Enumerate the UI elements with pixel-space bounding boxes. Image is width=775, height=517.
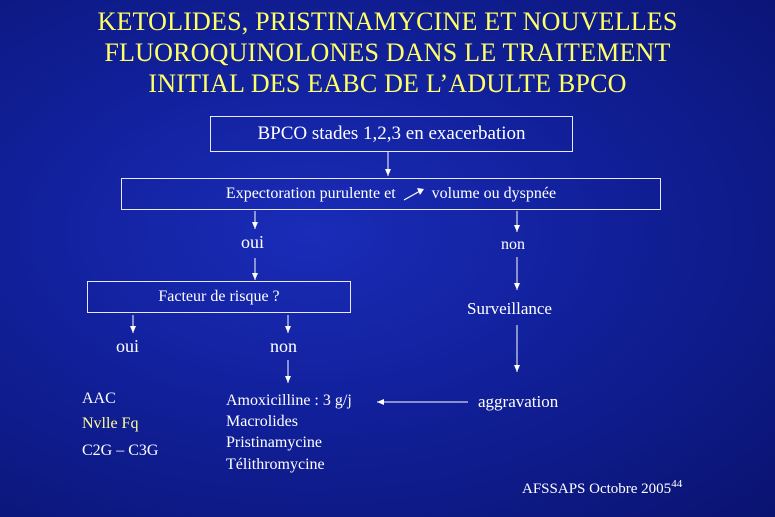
box-facteur-de-risque-label: Facteur de risque ? <box>158 288 280 305</box>
left-list-item-aac: AAC <box>82 390 116 407</box>
title-line-3: INITIAL DES EABC DE L’ADULTE BPCO <box>148 69 627 98</box>
box-expectoration <box>121 178 661 210</box>
label-surveillance: Surveillance <box>467 299 552 318</box>
box-facteur-de-risque <box>87 281 351 313</box>
center-list-item-macrolides: Macrolides <box>226 413 298 430</box>
left-list-item-nvlle-fq: Nvlle Fq <box>82 415 139 432</box>
footer-source <box>522 478 682 498</box>
left-list-item-c2g-c3g: C2G – C3G <box>82 442 159 459</box>
increase-arrow-icon <box>400 185 428 203</box>
box-bpco-stades <box>210 116 573 152</box>
center-list-item-amoxicilline: Amoxicilline : 3 g/j <box>226 392 352 409</box>
box-expectoration-label-start: Expectoration purulente et <box>225 185 396 202</box>
box-bpco-stades-label: BPCO stades 1,2,3 en exacerbation <box>257 123 526 144</box>
footer-source-text: AFSSAPS Octobre 2005 <box>522 481 672 497</box>
center-list-item-pristinamycine: Pristinamycine <box>226 434 322 451</box>
box-expectoration-label-end: volume ou dyspnée <box>431 185 557 202</box>
title-line-2: FLUOROQUINOLONES DANS LE TRAITEMENT <box>104 38 671 67</box>
label-aggravation: aggravation <box>478 392 559 411</box>
label-oui-expectoration: oui <box>241 232 265 252</box>
label-oui-risque: oui <box>116 336 140 356</box>
title-line-1: KETOLIDES, PRISTINAMYCINE ET NOUVELLES <box>97 7 678 36</box>
label-non-expectoration: non <box>501 236 525 253</box>
page-number: 44 <box>671 478 683 490</box>
center-list-item-telithromycine: Télithromycine <box>226 456 325 473</box>
label-non-risque: non <box>270 336 297 356</box>
